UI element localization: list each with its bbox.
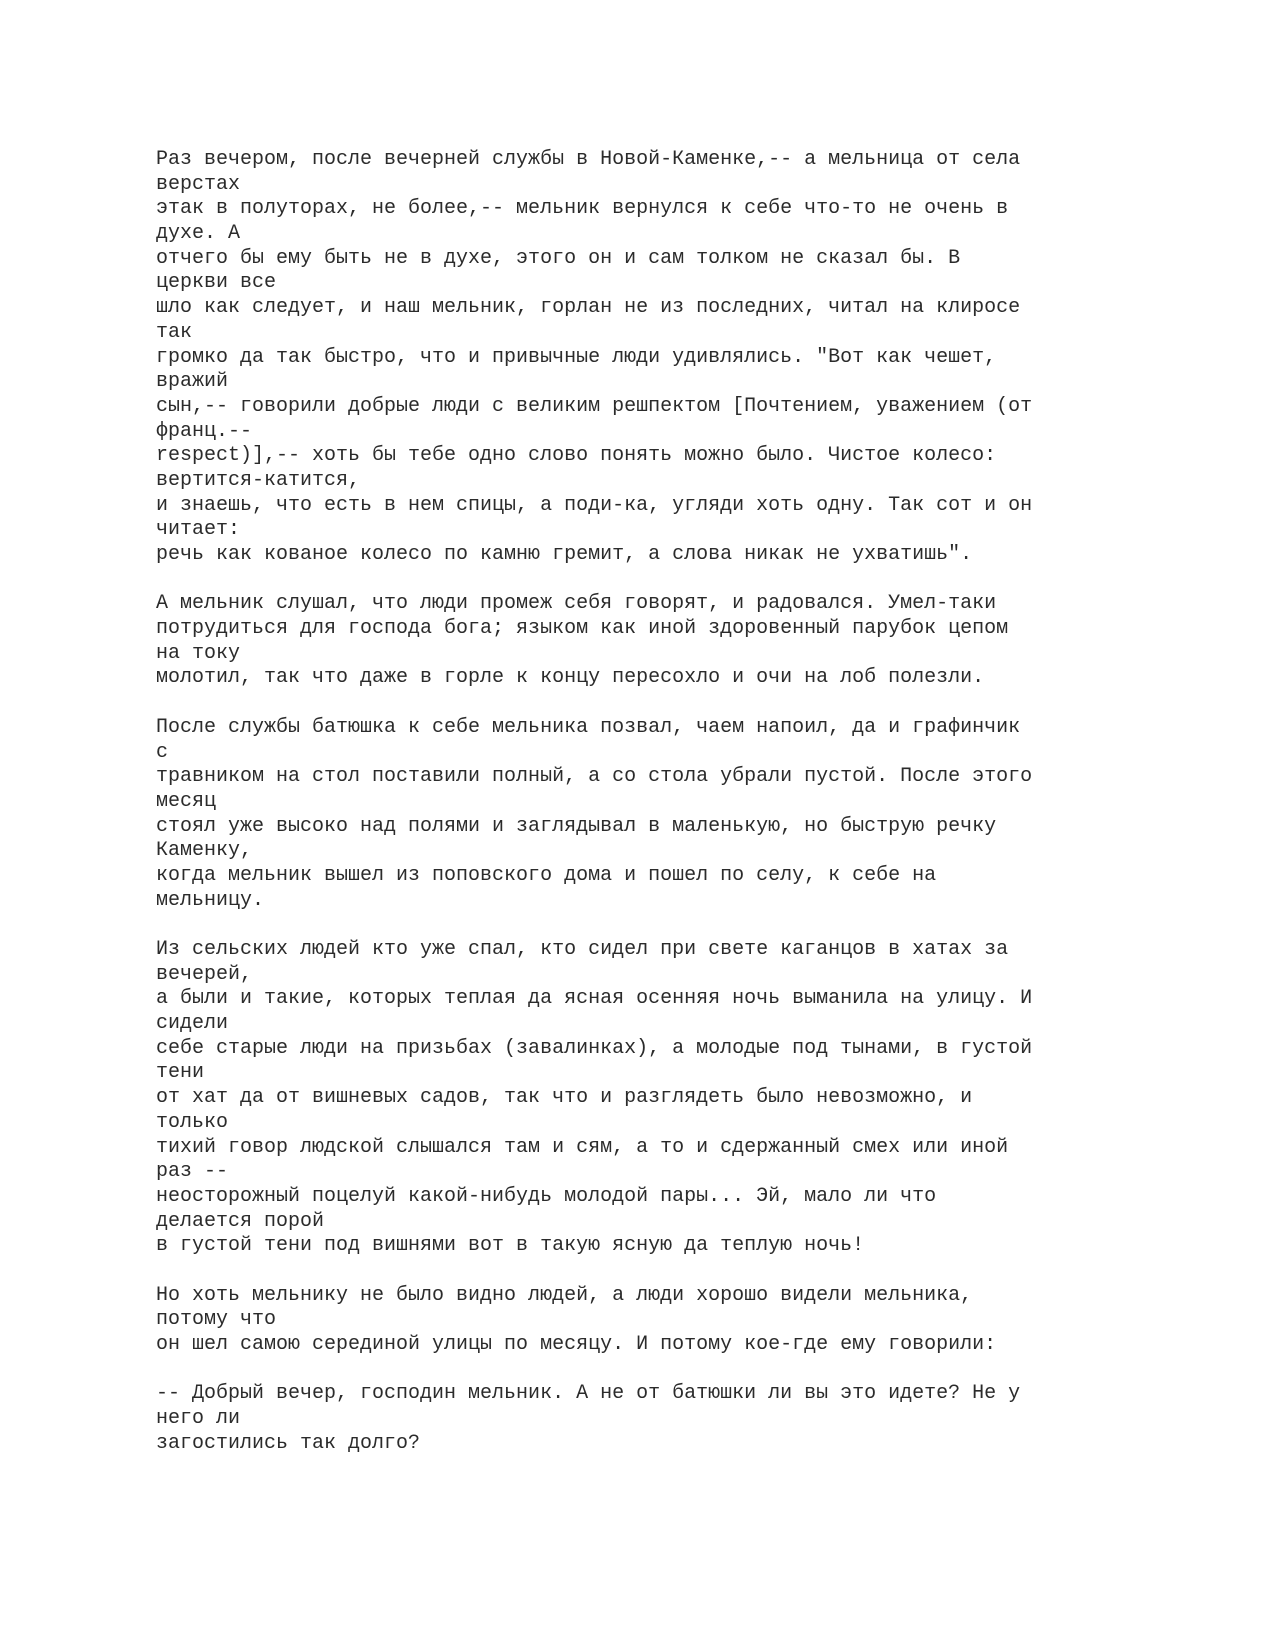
text-line: читает: bbox=[156, 518, 241, 542]
text-line: шло как следует, и наш мельник, горлан не из последних, читал на клиросе bbox=[156, 296, 1021, 320]
text-line: После службы батюшка к себе мельника позвал, чаем напоил, да и графинчик bbox=[156, 715, 1021, 739]
text-line: Раз вечером, после вечерней службы в Новой-Каменке,-- а мельница от села bbox=[156, 148, 1021, 171]
text-line: месяц bbox=[156, 789, 217, 813]
text-line: так bbox=[156, 320, 193, 344]
text-line: -- Добрый вечер, господин мельник. А не от батюшки ли вы это идете? Не у bbox=[156, 1382, 1021, 1406]
text-line: и знаешь, что есть в нем спицы, а поди-ка, угляди хоть одну. Так сот и он bbox=[156, 493, 1033, 517]
text-line: речь как кованое колесо по камню гремит, а слова никак не ухватишь". bbox=[156, 543, 973, 566]
text-line: верстах bbox=[156, 172, 241, 196]
text-line: а были и такие, которых теплая да ясная осенняя ночь выманила на улицу. И bbox=[156, 987, 1033, 1011]
text-line: Но хоть мельнику не было видно людей, а люди хорошо видели мельника, bbox=[156, 1283, 973, 1307]
text-line: сидели bbox=[156, 1012, 229, 1036]
text-line: только bbox=[156, 1110, 229, 1134]
text-line: на току bbox=[156, 641, 241, 665]
text-line: травником на стол поставили полный, а со стола убрали пустой. После этого bbox=[156, 765, 1033, 789]
paragraph-5 bbox=[156, 1284, 1166, 1358]
text-line: неосторожный поцелуй какой-нибудь молодой пары... Эй, мало ли что bbox=[156, 1184, 937, 1208]
text-line: он шел самою серединой улицы по месяцу. И потому кое-где ему говорили: bbox=[156, 1333, 997, 1356]
text-line: мельницу. bbox=[156, 888, 265, 912]
text-line: сын,-- говорили добрые люди с великим решпектом [Почтением, уважением (от bbox=[156, 394, 1033, 418]
paragraph-1 bbox=[156, 148, 1166, 568]
text-line: вражий bbox=[156, 370, 229, 394]
paragraph-2 bbox=[156, 592, 1166, 691]
text-line: церкви все bbox=[156, 271, 277, 295]
paragraph-6 bbox=[156, 1382, 1166, 1456]
text-line: вечерей, bbox=[156, 962, 253, 986]
text-line: франц.-- bbox=[156, 419, 253, 443]
text-line: тихий говор людской слышался там и сям, а то и сдержанный смех или иной bbox=[156, 1135, 1009, 1159]
text-line: Из сельских людей кто уже спал, кто сидел при свете каганцов в хатах за bbox=[156, 938, 1009, 961]
text-line: загостились так долго? bbox=[156, 1431, 421, 1455]
text-line: когда мельник вышел из поповского дома и пошел по селу, к себе на bbox=[156, 863, 937, 887]
text-line: от хат да от вишневых садов, так что и разглядеть было невозможно, и bbox=[156, 1086, 973, 1110]
paragraph-3 bbox=[156, 716, 1166, 914]
text-line: тени bbox=[156, 1061, 205, 1085]
text-line: стоял уже высоко над полями и заглядывал в маленькую, но быструю речку bbox=[156, 814, 997, 838]
text-line: молотил, так что даже в горле к концу пересохло и очи на лоб полезли. bbox=[156, 666, 985, 690]
text-line: с bbox=[156, 740, 169, 764]
text-line: делается порой bbox=[156, 1209, 325, 1233]
paragraph-4 bbox=[156, 938, 1166, 1259]
text-line: А мельник слушал, что люди промеж себя говорят, и радовался. Умел-таки bbox=[156, 592, 997, 616]
text-line: духе. А bbox=[156, 222, 241, 246]
text-line: Каменку, bbox=[156, 839, 253, 863]
text-line: раз -- bbox=[156, 1160, 229, 1184]
text-line: него ли bbox=[156, 1407, 241, 1431]
text-line: в густой тени под вишнями вот в такую ясную да теплую ночь! bbox=[156, 1234, 865, 1258]
text-line: вертится-катится, bbox=[156, 468, 361, 492]
text-line: громко да так быстро, что и привычные люди удивлялись. "Вот как чешет, bbox=[156, 345, 997, 369]
text-line: себе старые люди на призьбах (завалинках), а молодые под тынами, в густой bbox=[156, 1036, 1033, 1060]
text-line: потрудиться для господа бога; языком как иной здоровенный парубок цепом bbox=[156, 617, 1009, 641]
document-page bbox=[156, 148, 1166, 1481]
text-line: потому что bbox=[156, 1308, 277, 1332]
text-line: respect)],-- хоть бы тебе одно слово понять можно было. Чистое колесо: bbox=[156, 444, 997, 468]
text-line: этак в полуторах, не более,-- мельник вернулся к себе что-то не очень в bbox=[156, 197, 1009, 221]
text-line: отчего бы ему быть не в духе, этого он и сам толком не сказал бы. В bbox=[156, 246, 961, 270]
